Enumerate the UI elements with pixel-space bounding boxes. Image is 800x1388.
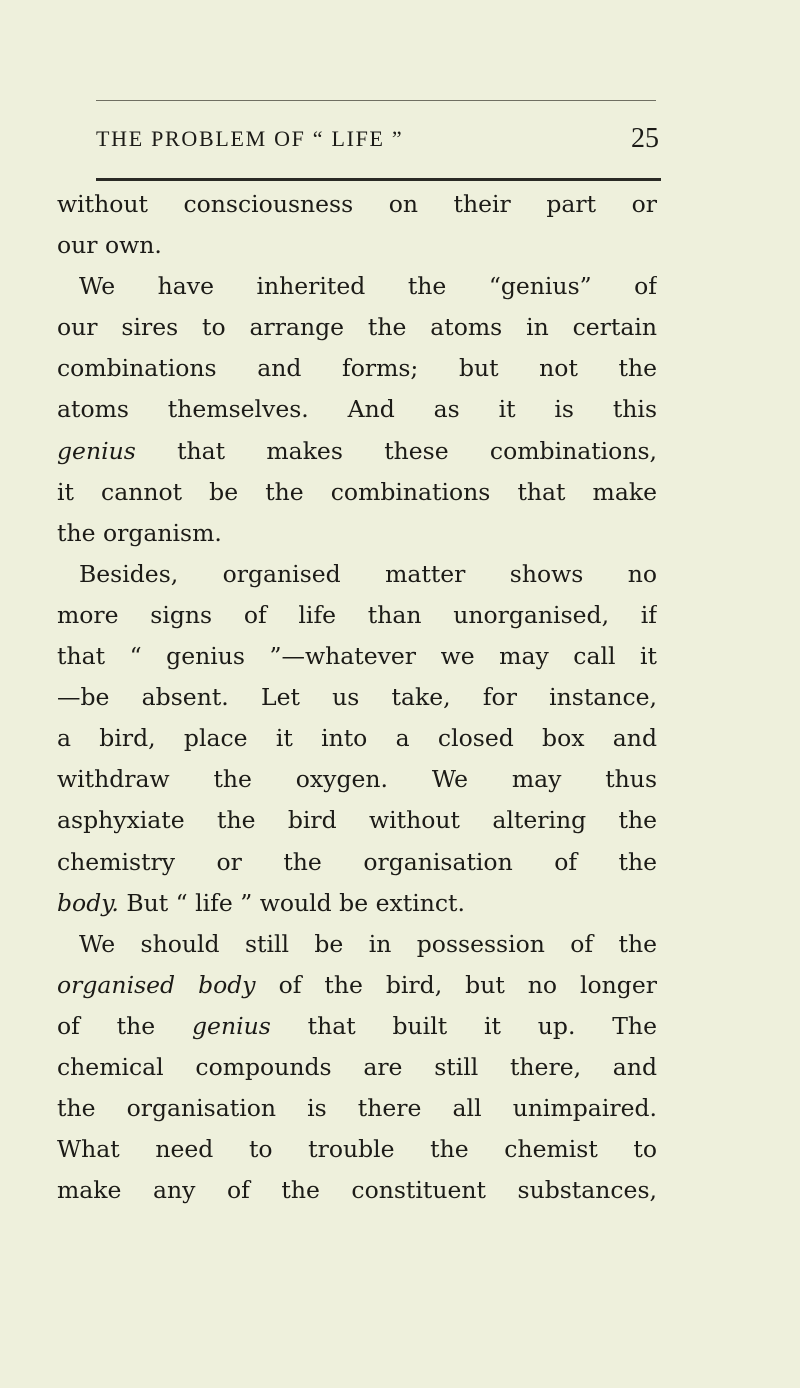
text-line bbox=[57, 1047, 657, 1088]
text-line bbox=[57, 307, 657, 348]
body-text bbox=[57, 184, 657, 1211]
page-number: 25 bbox=[631, 123, 659, 154]
text-line bbox=[57, 472, 657, 513]
text-run: that “ genius ”—whatever we may call it bbox=[57, 642, 657, 671]
running-title: THE PROBLEM OF “ LIFE ” bbox=[96, 126, 404, 151]
text-run: We have inherited the “genius” of bbox=[79, 272, 657, 301]
text-run: that makes these combinations, bbox=[135, 436, 657, 465]
text-line bbox=[57, 554, 657, 595]
text-run: What need to trouble the chemist to bbox=[57, 1135, 657, 1164]
text-run: of the bbox=[57, 1011, 192, 1040]
text-run: asphyxiate the bird without altering the bbox=[57, 806, 657, 835]
italic-text: genius bbox=[57, 436, 136, 465]
text-line bbox=[57, 595, 657, 636]
text-run: the organism. bbox=[57, 518, 222, 547]
text-run: make any of the constituent substances, bbox=[57, 1176, 657, 1205]
text-line bbox=[57, 1129, 657, 1170]
text-run: more signs of life than unorganised, if bbox=[57, 600, 657, 629]
text-run: withdraw the oxygen. We may thus bbox=[57, 765, 657, 794]
text-run: our own. bbox=[57, 231, 162, 260]
text-line bbox=[57, 883, 657, 924]
text-line bbox=[57, 965, 657, 1006]
text-run: —be absent. Let us take, for instance, bbox=[57, 683, 657, 712]
text-line bbox=[57, 513, 657, 554]
italic-text: genius bbox=[192, 1011, 271, 1040]
text-run: our sires to arrange the atoms in certain bbox=[57, 313, 657, 342]
text-line bbox=[57, 800, 657, 841]
text-run: atoms themselves. And as it is this bbox=[57, 395, 657, 424]
text-run: chemical compounds are still there, and bbox=[57, 1052, 657, 1081]
text-line bbox=[57, 389, 657, 430]
text-run: the organisation is there all unimpaired. bbox=[57, 1094, 657, 1123]
text-line bbox=[57, 677, 657, 718]
text-line bbox=[57, 1088, 657, 1129]
running-head bbox=[96, 123, 661, 163]
text-line bbox=[57, 431, 657, 472]
text-run: without consciousness on their part or bbox=[57, 190, 657, 218]
header-rule-top bbox=[96, 100, 656, 101]
text-run: that built it up. The bbox=[270, 1011, 657, 1040]
text-line bbox=[57, 842, 657, 883]
text-line bbox=[57, 759, 657, 800]
text-line bbox=[57, 225, 657, 266]
text-run: We should still be in possession of the bbox=[79, 929, 657, 958]
text-line bbox=[57, 348, 657, 389]
text-line bbox=[57, 184, 657, 225]
text-run: a bird, place it into a closed box and bbox=[57, 724, 657, 753]
text-line bbox=[57, 636, 657, 677]
text-line bbox=[57, 1006, 657, 1047]
header-rule-bottom bbox=[96, 178, 661, 181]
text-run: combinations and forms; but not the bbox=[57, 354, 657, 383]
italic-text: body. bbox=[57, 888, 119, 917]
text-line bbox=[57, 1170, 657, 1211]
text-run: Besides, organised matter shows no bbox=[79, 559, 657, 588]
text-run: it cannot be the combinations that make bbox=[57, 477, 657, 506]
text-run: of the bird, but no longer bbox=[255, 970, 657, 999]
text-run: chemistry or the organisation of the bbox=[57, 847, 657, 876]
text-line bbox=[57, 718, 657, 759]
italic-text: organised body bbox=[57, 970, 256, 999]
text-line bbox=[57, 924, 657, 965]
text-line bbox=[57, 266, 657, 307]
text-run: But “ life ” would be extinct. bbox=[118, 888, 465, 917]
